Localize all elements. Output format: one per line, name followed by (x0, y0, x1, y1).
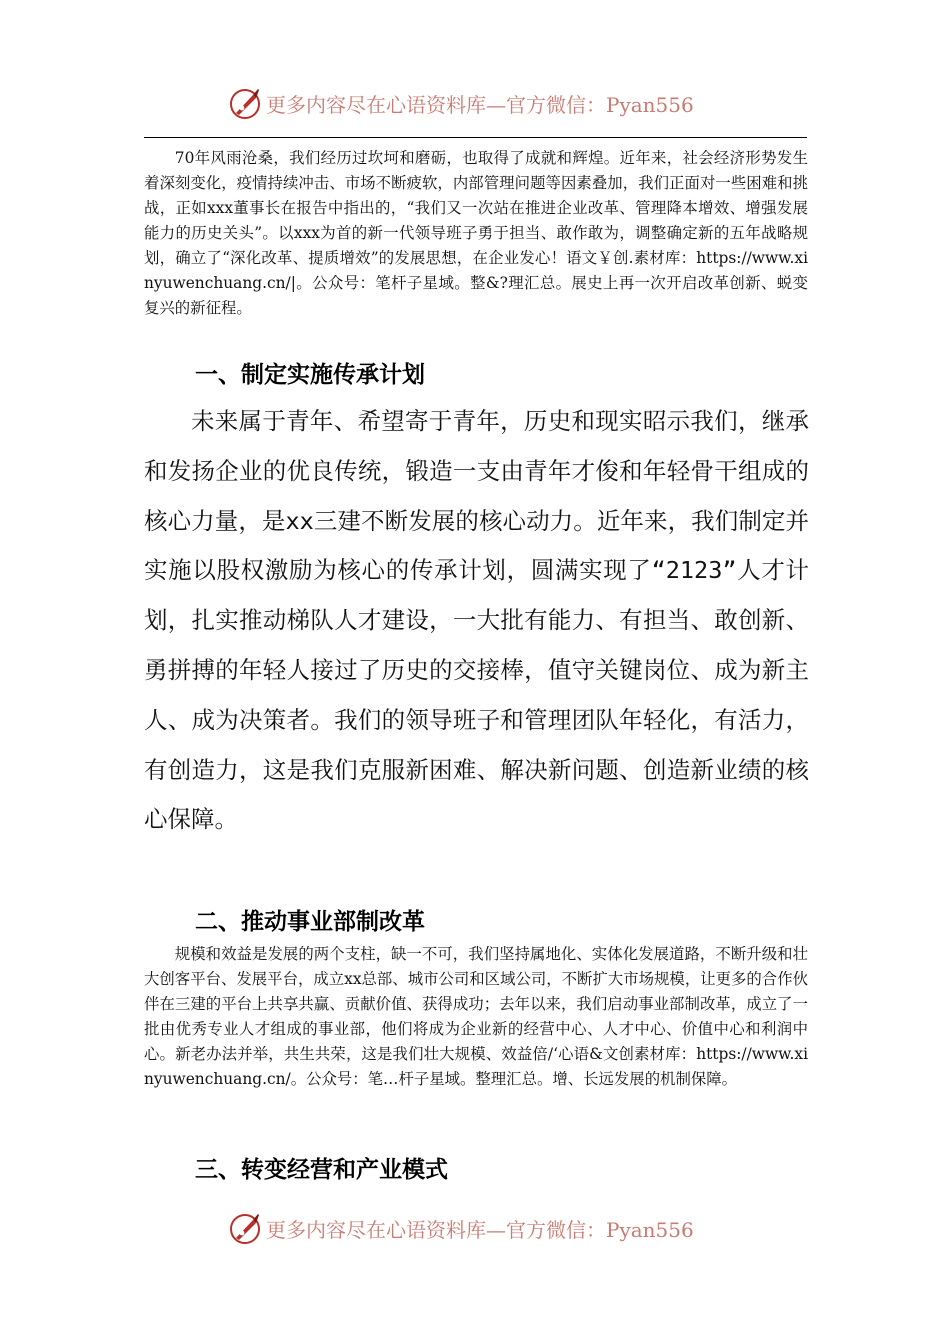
section-1-body: 未来属于青年、希望寄于青年，历史和现实昭示我们，继承和发扬企业的优良传统，锻造一支由青年才俊和年轻骨干组成的核心力量，是xx三建不断发展的核心动力。近年来，我们制定并实施以股权激励为核心的传承计划，圆满实现了“2123”人才计划，扎实推动梯队人才建设，一大批有能力、有担当、敢创新、勇拼搏的年轻人接过了历史的交接棒，值守关键岗位、成为新主人、成为决策者。我们的领导班子和管理团队年轻化，有活力，有创造力，这是我们克服新困难、解决新问题、创造新业绩的核心保障。 (144, 407, 809, 834)
footer-banner[interactable] (228, 1208, 694, 1248)
pen-quill-logo-icon (228, 1211, 262, 1245)
section-1-heading: 一、制定实施传承计划 (195, 362, 425, 388)
section-3-heading: 三、转变经营和产业模式 (195, 1157, 448, 1183)
section-2-heading: 二、推动事业部制改革 (195, 909, 425, 935)
header-banner-text: 更多内容尽在心语资料库—官方微信：Pyan556 (266, 92, 694, 117)
footer-banner-text: 更多内容尽在心语资料库—官方微信：Pyan556 (266, 1217, 694, 1242)
section-2-body: 规模和效益是发展的两个支柱，缺一不可，我们坚持属地化、实体化发展道路，不断升级和壮大创客平台、发展平台，成立xx总部、城市公司和区域公司，不断扩大市场规模，让更多的合作伙伴在三建的平台上共享共赢、贡献价值、获得成功；去年以来，我们启动事业部制改革，成立了一批由优秀专业人才组成的事业部，他们将成为企业新的经营中心、人才中心、价值中心和利润中心。新老办法并举，共生共荣，这是我们壮大规模、效益倍/‘心语&文创素材库：https://www.xinyuwenchuang.cn/。公众号：笔…杆子星域。整理汇总。增、长远发展的机制保障。 (144, 945, 808, 1088)
pen-quill-logo-icon (228, 86, 262, 120)
intro-paragraph: 70年风雨沧桑，我们经历过坎坷和磨砺，也取得了成就和辉煌。近年来，社会经济形势发生着深刻变化，疫情持续冲击、市场不断疲软，内部管理问题等因素叠加，我们正面对一些困难和挑战，正如xxx董事长在报告中指出的，“我们又一次站在推进企业改革、管理降本增效、增强发展能力的历史关头”。以xxx为首的新一代领导班子勇于担当、敢作敢为，调整确定新的五年战略规划，确立了“深化改革、提质增效”的发展思想，在企业发心！语文￥创.素材库：https://www.xinyuwenchuang.cn/|。公众号：笔杆子星域。整&?理汇总。展史上再一次开启改革创新、蜕变复兴的新征程。 (144, 149, 808, 317)
header-banner[interactable] (228, 83, 694, 123)
header-divider (144, 137, 807, 138)
